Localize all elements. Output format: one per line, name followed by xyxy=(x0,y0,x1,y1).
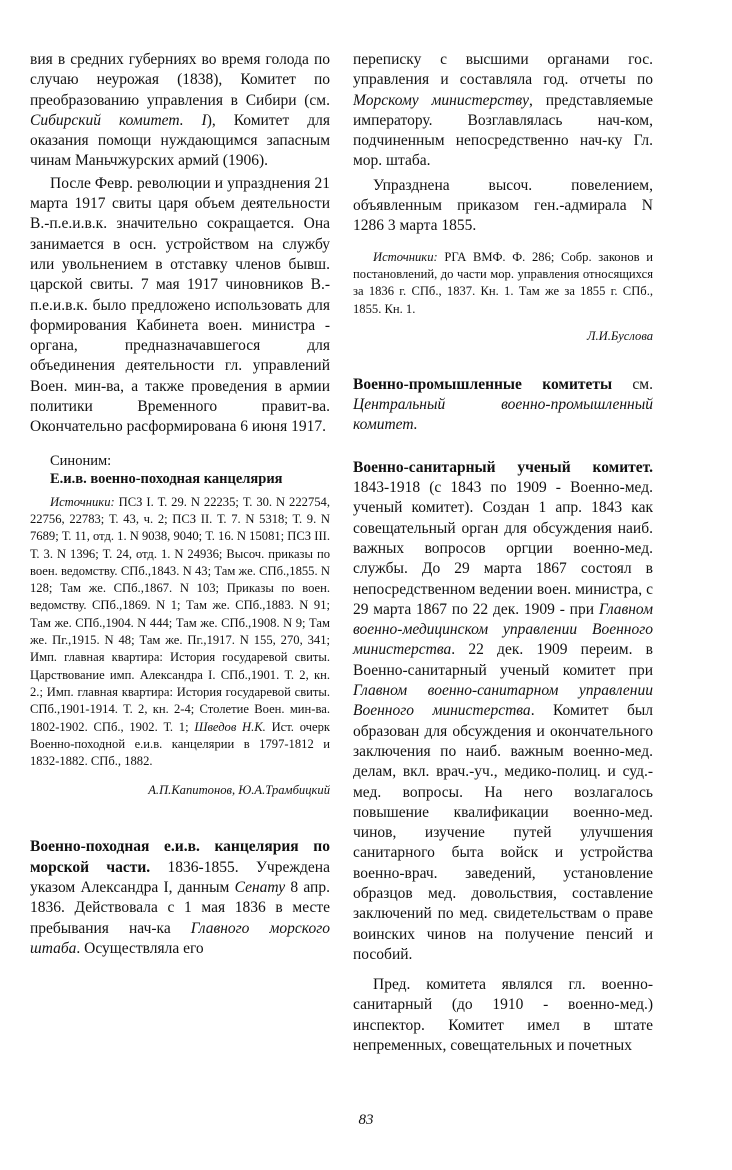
italic-reference: Морскому министерству xyxy=(353,91,529,109)
sanitary-committee-entry xyxy=(353,458,653,965)
text-run: 1836-1855. Учреждена указом Александра I, данным xyxy=(30,858,330,896)
right-continuation-paragraph xyxy=(353,50,653,172)
left-authors: А.П.Капитонов, Ю.А.Трамбицкий xyxy=(148,783,330,798)
after-revolution-paragraph: После Февр. революции и упразднения 21 марта 1917 свиты царя объем деятельности В.-п.е.и.в.к. значительно сокращается. Она занимается в осн. устройством на службу или увольнением в отставку членов бывш. царской свиты. 7 мая 1917 чиновников В.-п.е.и.в.к. было предложено использовать для формирования Кабинета воен. министра - органа, предназначавшегося для объединения деятельности гл. управлений Воен. мин-ва, а также проведения в армии политики Временного правит-ва. Окончательно расформирована 6 июня 1917. xyxy=(30,174,330,436)
left-continuation-paragraph xyxy=(30,50,330,172)
synonym-block xyxy=(30,452,330,488)
italic-reference: Главного морского штаба xyxy=(30,919,330,957)
text-run: переписку с высшими органами гос. управления и составляла год. отчеты по xyxy=(353,51,653,89)
text-run: 1843-1918 (с 1843 по 1909 - Военно-мед. ученый комитет). Создан 1 апр. 1843 как совещательный орган для обсуждения наиб. важных вопросов оргции военно-мед. службы. До 29 марта 1867 состоял в непосредственном ведении воен. министра, с 29 марта 1867 по 22 дек. 1909 - при xyxy=(353,479,653,618)
text-run: , представляемые императору. Возглавлялась нач-ком, подчиненным непосредственно нач-ку Гл. мор. штаба. xyxy=(353,91,653,170)
sources-italic-author: Шведов Н.К. xyxy=(194,719,266,734)
left-column xyxy=(30,50,330,959)
naval-chancellery-heading: Военно-походная е.и.в. канцелярия по морской части. xyxy=(30,838,330,876)
text-run: . Осуществляла его xyxy=(76,939,204,957)
sources-text: ПСЗ I. Т. 29. N 22235; Т. 30. N 222754, 22756, 22783; Т. 43, ч. 2; ПСЗ II. Т. 7. N 5318; Т. 9. N 7689; Т. 11, отд. 1. N 9038, 9040; Т. 16. N 15081; ПСЗ III. Т. 3. N 1396; Т. 24, отд. 1. N 24936; Высоч. приказы по воен. ведомству. СПб.,1843. N 43; Там же. СПб.,1855. N 128; Там же. СПб.,1867. N 103; Приказы по воен. ведомству. СПб.,1869. N 1; Там же. СПб.,1883. N 91; Там же. СПб.,1904. N 444; Там же. СПб.,1908. N 9; Там же. Пг.,1915. N 48; Там же. Пг.,1917. N 155, 270, 341; Имп. главная квартира: История государевой свиты. Царствование имп. Александра I. СПб.,1901. Т. 2, кн. 2.; Имп. главная квартира: История государевой свиты. СПб.,1901-1914. Т. 2, кн. 2-4; Столетие Воен. мин-ва. 1802-1902. СПб., 1902. Т. 1; xyxy=(30,494,330,734)
text-run: вия в средних губерниях во время голода по случаю неурожая (1838), Комитет по преобразованию управления в Сибири (см. xyxy=(30,51,330,109)
page-number: 83 xyxy=(358,1112,374,1128)
italic-reference: Главном военно-медицинском управлении Военного министерства xyxy=(353,600,653,659)
sanitary-committee-heading: Военно-санитарный ученый комитет. xyxy=(353,458,653,476)
sources-label: Источники: xyxy=(50,494,115,509)
sources-text: РГА ВМФ. Ф. 286; Собр. законов и постановлений, до части мор. управления относящихся за 1836 г. СПб., 1837. Кн. 1. Там же за 1855 г. СПб., 1855. Кн. 1. xyxy=(353,249,653,316)
abolished-paragraph: Упразднена высоч. повелением, объявленным приказом ген.-адмирала N 1286 3 марта 1855. xyxy=(353,176,653,235)
text-run: ), Комитет для оказания помощи нуждающимся запасным чинам Маньчжурских армий (1906). xyxy=(30,111,331,170)
italic-reference: Сибирский комитет. I xyxy=(30,111,207,129)
italic-reference: Главном военно-санитарном управлении Военного министерства xyxy=(353,682,653,720)
industrial-committees-heading: Военно-промышленные комитеты xyxy=(353,375,613,393)
sources-tail: Ист. очерк Военно-походной е.и.в. канцелярии в 1797-1812 и 1832-1882. СПб., 1882. xyxy=(30,719,330,769)
italic-reference: Сенату xyxy=(234,878,286,896)
sanitary-committee-text xyxy=(353,479,653,963)
text-run: . 22 дек. 1909 переим. в Военно-санитарный ученый комитет при xyxy=(353,641,653,679)
left-sources xyxy=(30,494,330,771)
industrial-committees-entry xyxy=(353,375,653,436)
right-column xyxy=(353,50,653,1056)
synonym-label: Синоним: xyxy=(50,452,112,469)
right-author: Л.И.Буслова xyxy=(587,328,653,343)
text-run: 8 апр. 1836. Действовала с 1 мая 1836 в месте пребывания нач-ка xyxy=(30,878,330,937)
text-run: . Комитет был образован для обсуждения и окончательного заключения по наиб. важным военно-мед. делам, вкл. врач.-уч., медико-полиц. и суд.-мед. вопросы. На него возлагалось повышение квалификации военно-мед. чинов, изучение путей улучшения санитарного быта войск и устройства военно-врач. заведений, установление образцов мед. довольствия, составление заключений по мед. свидетельствам о праве воинских чинов на получение пенсий и пособий. xyxy=(353,702,653,963)
right-sources xyxy=(353,249,653,318)
sources-label: Источники: xyxy=(373,249,438,264)
chair-paragraph: Пред. комитета являлся гл. военно-санитарный (до 1910 - военно-мед.) инспектор. Комитет имел в штате непременных, совещательных и почетных xyxy=(353,976,653,1055)
industrial-committees-ref: Центральный военно-промышленный комитет. xyxy=(353,396,653,434)
synonym-term: Е.и.в. военно-походная канцелярия xyxy=(50,470,283,487)
naval-chancellery-entry xyxy=(30,837,330,959)
see-word: см. xyxy=(612,375,653,393)
